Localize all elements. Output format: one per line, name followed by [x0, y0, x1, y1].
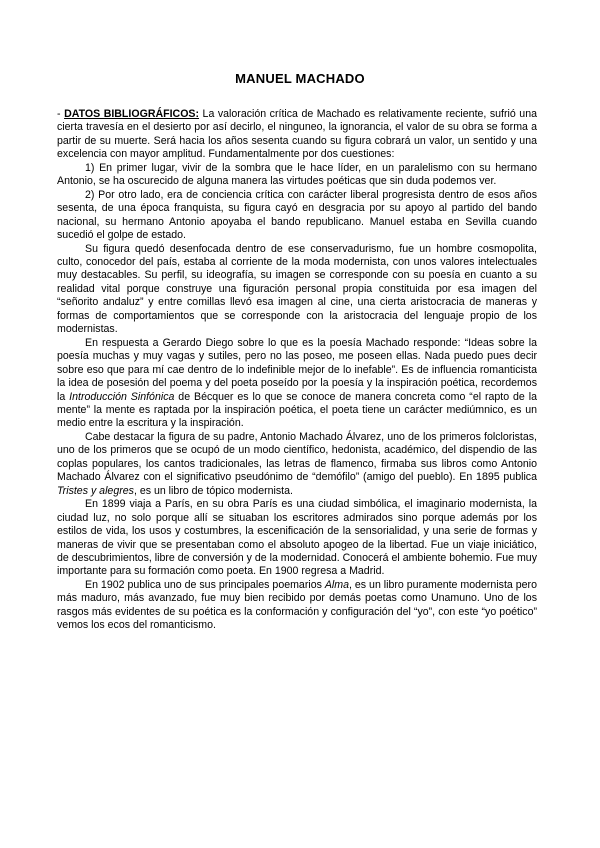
- text-span: En 1902 publica uno de sus principales poemarios: [85, 578, 325, 591]
- document-title: MANUEL MACHADO: [235, 71, 365, 86]
- paragraph-father: [57, 431, 537, 498]
- paragraph-intro-text: La valoración crítica de Machado es relativamente reciente, sufrió una cierta travesía en el desierto por así decirlo, el ninguneo, la ignorancia, el valor de su obra se forma a partir de su muerte. Será hacia los años sesenta cuando su figura cobrará un valor, un sentido y una excelencia con mayor amplitud. Fundamentalmente por dos cuestiones:: [57, 108, 537, 161]
- paragraph-point-2: 2) Por otro lado, era de conciencia crítica con carácter liberal progresista dentro de esos años sesenta, de una época franquista, su figura cayó en desgracia por su apoyo al partido del bando nacional, su hermano Antonio apoyaba el bando republicano. Manuel estaba en Sevilla cuando sucedió el golpe de estado.: [57, 188, 537, 242]
- section-heading: DATOS BIBLIOGRÁFICOS:: [64, 108, 200, 120]
- paragraph-intro: [57, 108, 537, 162]
- document-body: [57, 108, 537, 633]
- paragraph-paris: En 1899 viaja a París, en su obra París es una ciudad simbólica, el imaginario modernista, la ciudad luz, no solo porque allí se situaban los escritores admirados sino porque además por los estilos de vida, los usos y costumbres, la escenificación de la sensorialidad, y una serie de formas y maneras de vivir que se presentaban como el absoluto apogeo de la libertad. Fue un viaje iniciático, de descubrimientos, libre de conversión y de la modernidad. Conocerá el ambiente bohemio. Fue muy importante para su formación como poeta. En 1900 regresa a Madrid.: [57, 498, 537, 578]
- paragraph-alma: [57, 579, 537, 633]
- text-span: Cabe destacar la figura de su padre, Antonio Machado Álvarez, uno de los primeros folcloristas, uno de los primeros que se ocupó de un modo científico, hedonista, académico, del dispendio de las coplas populares, los cantos tradicionales, las letras de flamenco, firmaba sus libros como Antonio Machado Álvarez con el significativo pseudónimo de “demófilo” (amigo del pueblo). En 1895 publica: [57, 430, 537, 484]
- text-span: , es un libro puramente modernista pero más maduro, más avanzado, fue muy bien recibido por demás poetas como Unamuno. Uno de los rasgos más evidentes de su poética es la conformación y configuración del “yo”, con este “yo poético” vemos los ecos del romanticismo.: [57, 578, 537, 632]
- paragraph-point-1: 1) En primer lugar, vivir de la sombra que le hace líder, en un paralelismo con su hermano Antonio, se ha oscurecido de alguna manera las virtudes poéticas que sin duda podemos ver.: [57, 161, 537, 188]
- text-span: En respuesta a Gerardo Diego sobre lo que es la poesía Machado responde: “Ideas sobre la poesía muchas y muy vagas y sutiles, pero no las poseo, me poseen ellas. Nada puedo pues decir sobre eso que para mí cae dentro de lo indefinible mejor de lo inefable”. Es de influencia romanticista la idea de posesión del poema y del poeta poseído por la poesía y la inspiración poética, recordemos la: [57, 336, 537, 403]
- italic-title: Alma: [324, 578, 349, 591]
- italic-title: Introducción Sinfónica: [69, 390, 175, 403]
- paragraph-figure: Su figura quedó desenfocada dentro de ese conservadurismo, fue un hombre cosmopolita, culto, conocedor del país, estaba al corriente de la moda modernista, con unos valores intelectuales muy destacables. Su perfil, su ideografía, su imagen se corresponde con su poesía en cuanto a su realidad vital porque construye una figuración personal propia constituida por esa imagen del “señorito andaluz” y entre comillas llevó esa imagen al cine, una cierta aristocracia de maneras y formas de comportamientos que se corresponde con la aristocracia del lenguaje propio de los modernistas.: [57, 242, 537, 336]
- section-prefix: -: [57, 108, 65, 120]
- text-span: de Bécquer es lo que se conoce de manera concreta como “el rapto de la mente” la mente es raptada por la inspiración poética, el poeta tiene un carácter mediúmnico, es un medio entre la escritura y la inspiración.: [57, 390, 537, 430]
- text-span: , es un libro de tópico modernista.: [133, 484, 293, 497]
- italic-title: Tristes y alegres: [57, 484, 134, 497]
- paragraph-gerardo-diego: [57, 337, 537, 431]
